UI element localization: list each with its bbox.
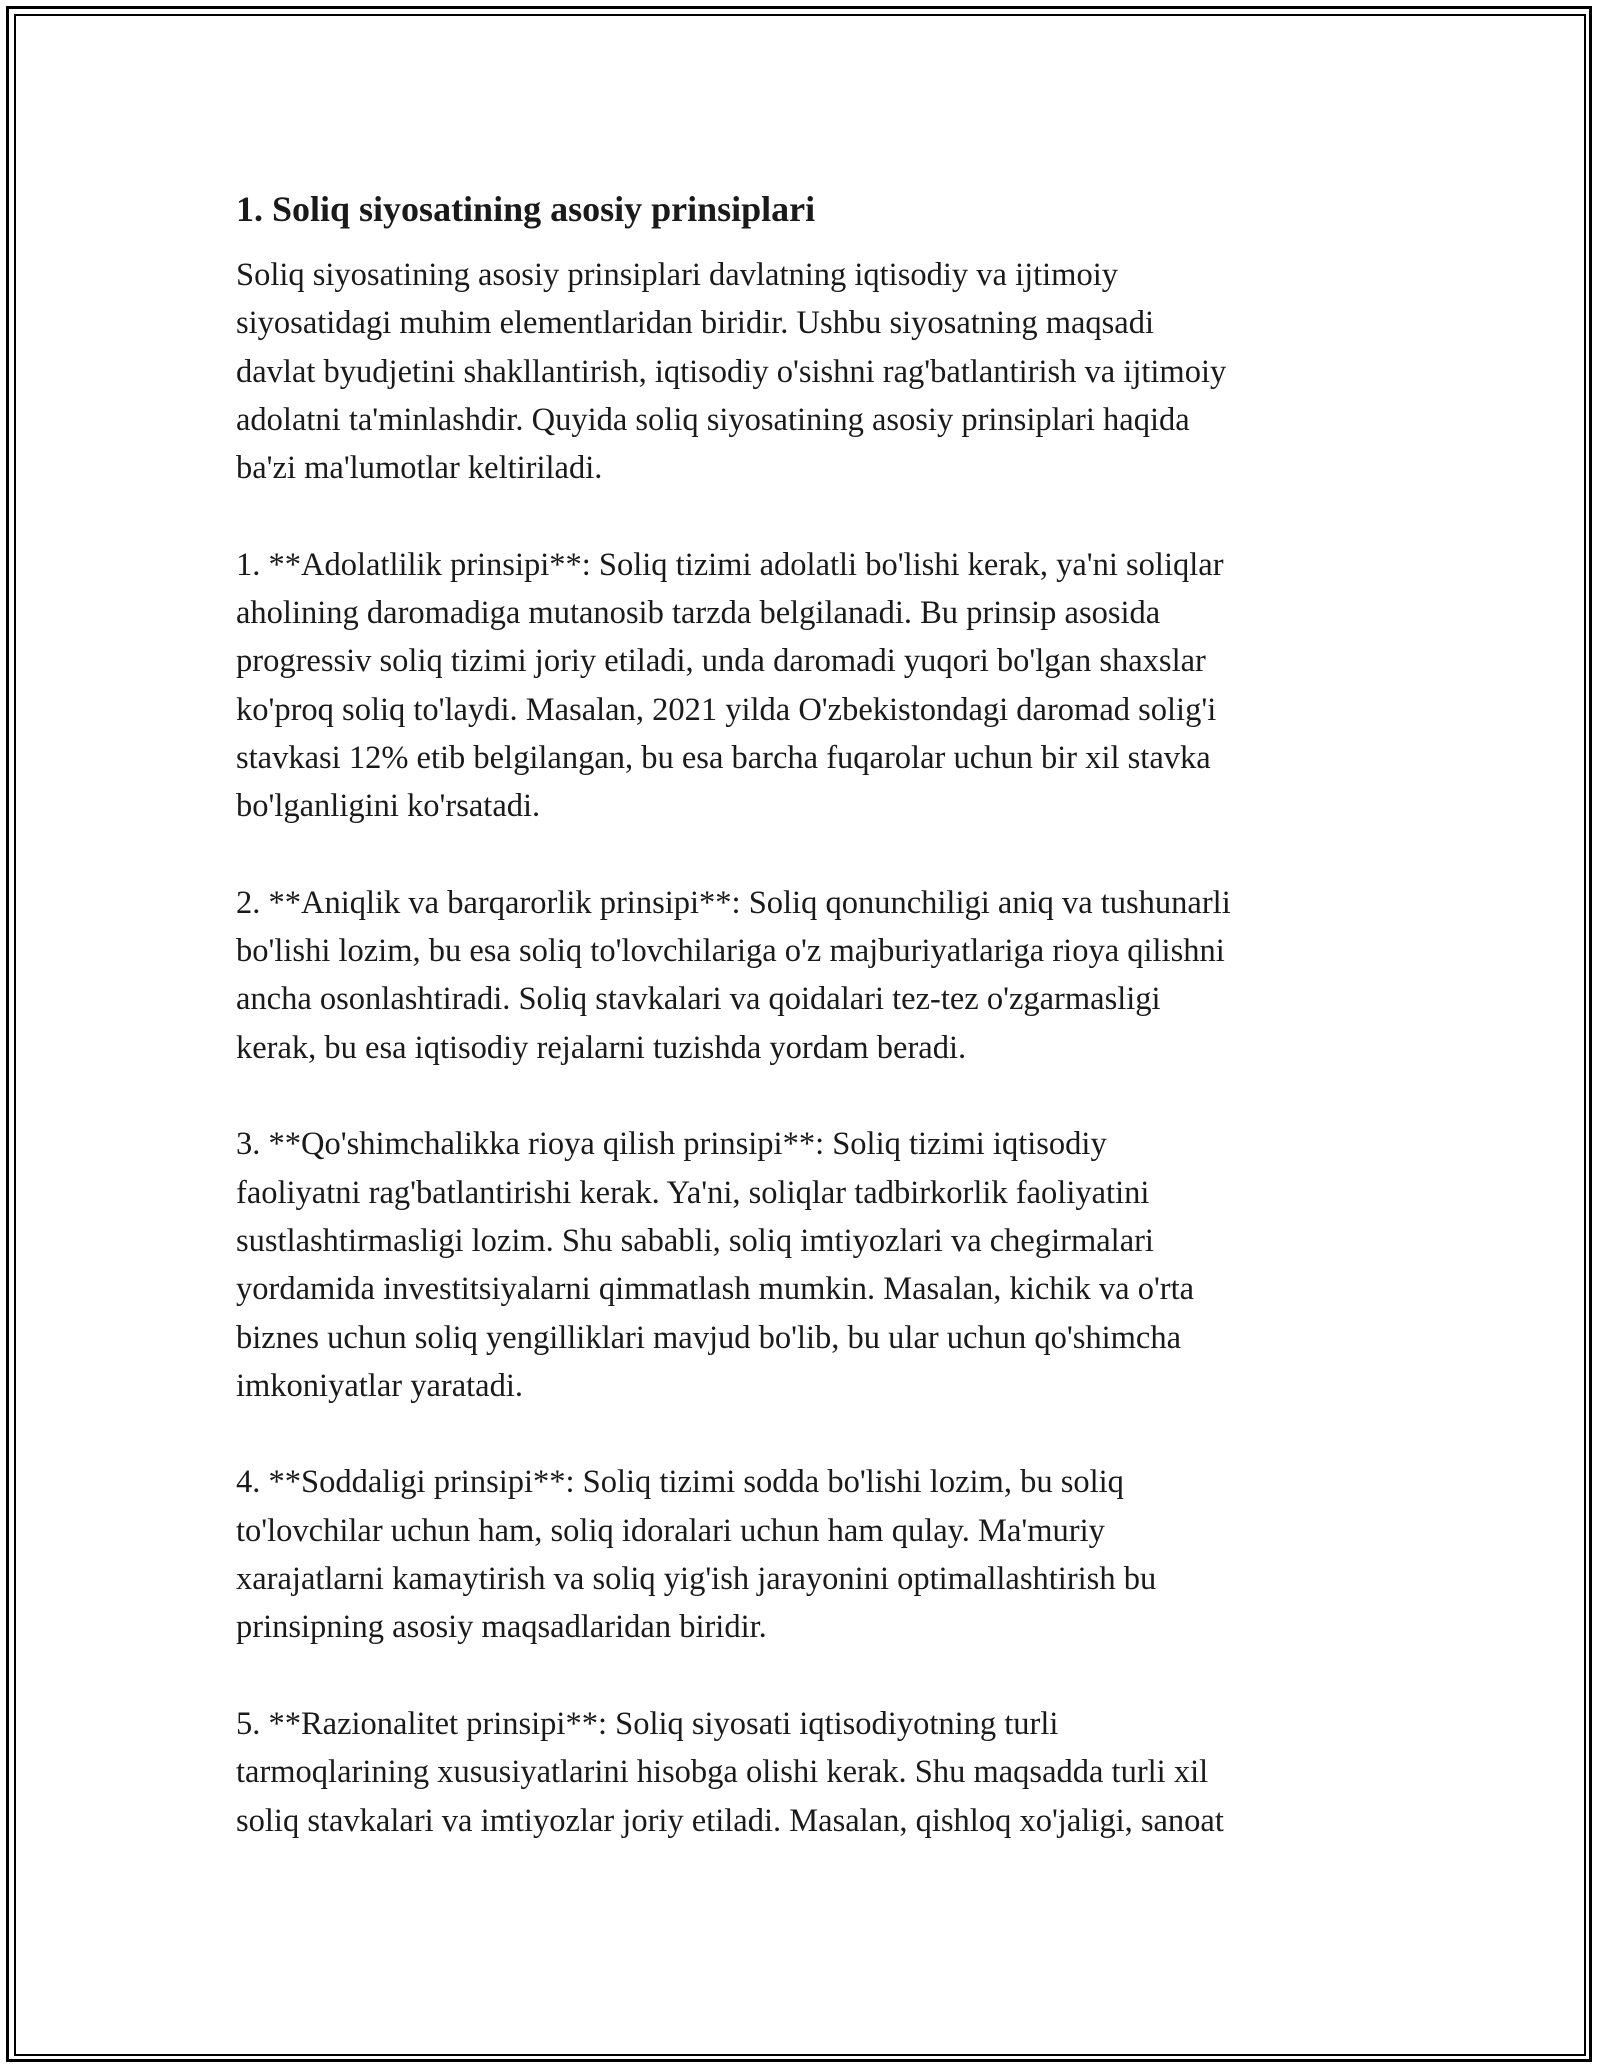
text-line: bo'lishi lozim, bu esa soliq to'lovchilariga o'z majburiyatlariga rioya qilishni [236,933,1225,970]
text-line: 2. **Aniqlik va barqarorlik prinsipi**: Soliq qonunchiligi aniq va tushunarli [236,884,1231,921]
text-line: 1. **Adolatlilik prinsipi**: Soliq tizimi adolatli bo'lishi kerak, ya'ni soliqlar [236,546,1224,583]
text-line: imkoniyatlar yaratadi. [236,1367,523,1404]
text-line: bo'lganligini ko'rsatadi. [236,788,541,825]
text-line: Soliq siyosatining asosiy prinsiplari davlatning iqtisodiy va ijtimoiy [236,257,1118,293]
text-line: aholining daromadiga mutanosib tarzda belgilanadi. Bu prinsip asosida [236,595,1161,632]
text-line: ancha osonlashtiradi. Soliq stavkalari va qoidalari tez-tez o'zgarmasligi [236,981,1161,1018]
text-line: 5. **Razionalitet prinsipi**: Soliq siyosati iqtisodiyotning turli [236,1705,1059,1742]
text-line: sustlashtirmasligi lozim. Shu sababli, soliq imtiyozlari va chegirmalari [236,1222,1154,1259]
section-heading: 1. Soliq siyosatining asosiy prinsiplari [236,189,816,229]
text-line: adolatni ta'minlashdir. Quyida soliq siyosatining asosiy prinsiplari haqida [236,401,1190,438]
paragraph [236,541,1356,831]
text-line: faoliyatni rag'batlantirishi kerak. Ya'ni, soliqlar tadbirkorlik faoliyatini [236,1174,1150,1211]
text-line: tarmoqlarining xususiyatlarini hisobga olishi kerak. Shu maqsadda turli xil [236,1754,1209,1791]
text-line: ba'zi ma'lumotlar keltiriladi. [236,450,603,487]
text-line: siyosatidagi muhim elementlaridan biridir. Ushbu siyosatning maqsadi [236,305,1154,342]
text-line: prinsipning asosiy maqsadlaridan biridir. [236,1609,767,1646]
paragraphs-container [236,251,1356,1845]
paragraph [236,251,1356,492]
paragraph [236,879,1356,1072]
paragraph [236,1700,1356,1845]
text-line: davlat byudjetini shakllantirish, iqtisodiy o'sishni rag'batlantirish va ijtimoiy [236,353,1227,390]
text-line: 3. **Qo'shimchalikka rioya qilish prinsipi**: Soliq tizimi iqtisodiy [236,1126,1107,1163]
text-line: ko'proq soliq to'laydi. Masalan, 2021 yilda O'zbekistondagi daromad solig'i [236,691,1217,728]
text-line: to'lovchilar uchun ham, soliq idoralari uchun ham qulay. Ma'muriy [236,1512,1105,1549]
paragraph [236,1120,1356,1410]
text-line: biznes uchun soliq yengilliklari mavjud bo'lib, bu ular uchun qo'shimcha [236,1319,1182,1356]
text-line: yordamida investitsiyalarni qimmatlash mumkin. Masalan, kichik va o'rta [236,1271,1195,1308]
text-line: progressiv soliq tizimi joriy etiladi, unda daromadi yuqori bo'lgan shaxslar [236,643,1206,680]
text-line: kerak, bu esa iqtisodiy rejalarni tuzishda yordam beradi. [236,1029,967,1066]
text-line: xarajatlarni kamaytirish va soliq yig'ish jarayonini optimallashtirish bu [236,1561,1157,1598]
text-line: 4. **Soddaligi prinsipi**: Soliq tizimi sodda bo'lishi lozim, bu soliq [236,1464,1124,1501]
text-line: stavkasi 12% etib belgilangan, bu esa barcha fuqarolar uchun bir xil stavka [236,739,1211,776]
paragraph [236,1458,1356,1651]
document-body [236,185,1356,1845]
text-line: soliq stavkalari va imtiyozlar joriy etiladi. Masalan, qishloq xo'jaligi, sanoat [236,1802,1224,1839]
